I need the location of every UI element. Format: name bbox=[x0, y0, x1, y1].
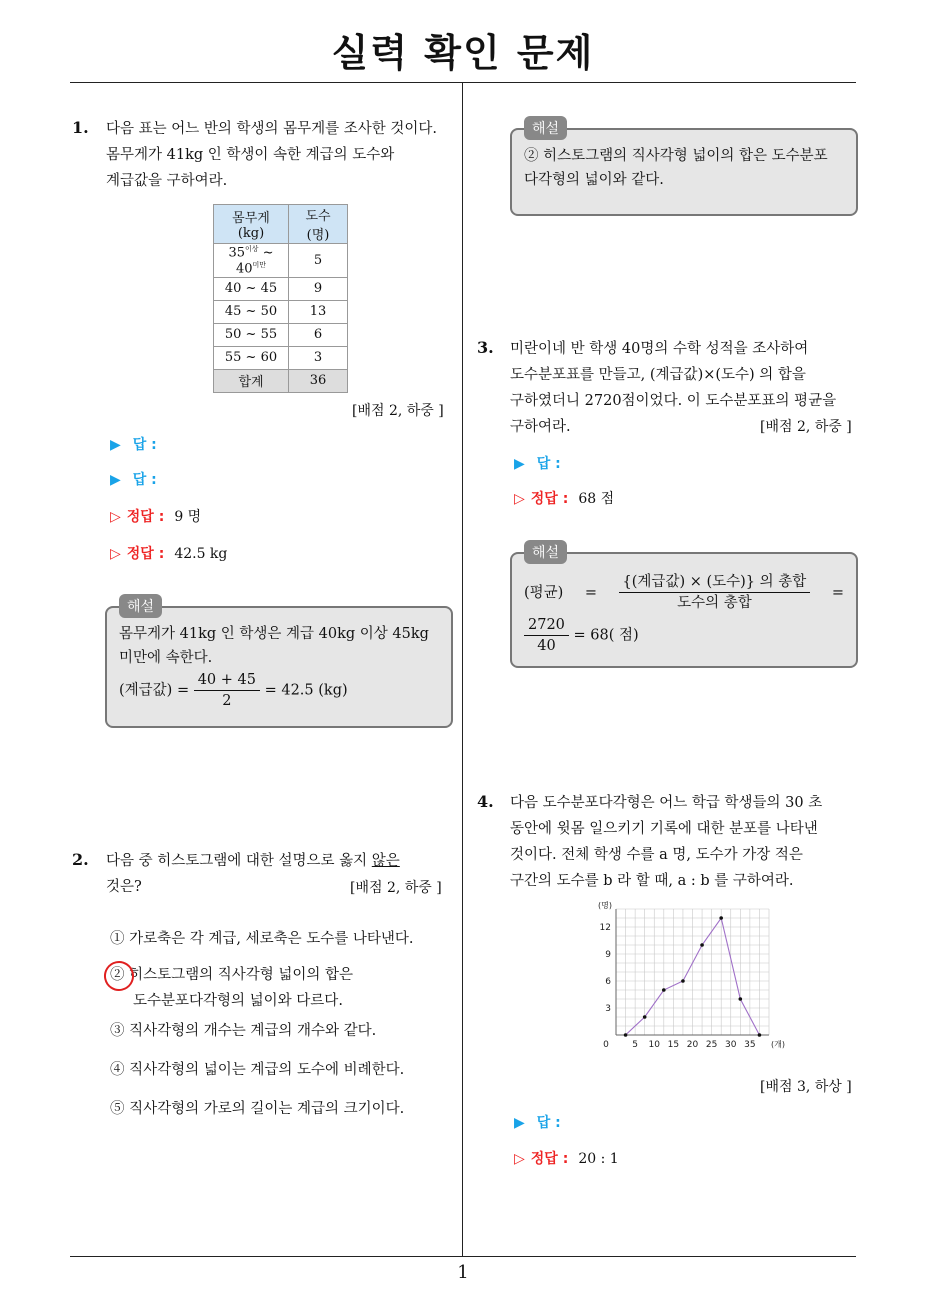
q4-meta: [배점 3, 하상 ] bbox=[760, 1079, 852, 1095]
x-tick-label: 25 bbox=[705, 1040, 718, 1050]
table-cell: 50 ~ 55 bbox=[214, 323, 289, 346]
table-cell: 5 bbox=[289, 244, 348, 278]
bottom-divider bbox=[70, 1256, 856, 1257]
table-cell: 45 ~ 50 bbox=[214, 300, 289, 323]
q1-number: 1. bbox=[72, 118, 89, 137]
explanation-line: 다각형의 넓이와 같다. bbox=[524, 172, 664, 188]
range-start-sup: 이상 bbox=[244, 245, 259, 253]
triangle-outline-icon: ▷ bbox=[110, 546, 121, 562]
q2-text: 다음 중 히스토그램에 대한 설명으로 옳지 않은 것은? bbox=[106, 853, 400, 895]
q2-option-2-cont: 도수분포다각형의 넓이와 다르다. bbox=[133, 993, 343, 1009]
q2-option-3: ③ 직사각형의 개수는 계급의 개수와 같다. bbox=[110, 1023, 377, 1039]
y-tick-label: 3 bbox=[605, 1004, 611, 1014]
top-divider bbox=[70, 82, 856, 83]
table-total-row bbox=[214, 369, 348, 392]
table-row bbox=[214, 346, 348, 369]
page-title: 실력 확인 문제 bbox=[331, 31, 595, 75]
q3-answer: ▶ 답 : bbox=[514, 456, 561, 472]
table-cell: 36 bbox=[289, 369, 348, 392]
underlined-word: 않은 bbox=[371, 853, 400, 869]
explanation-formula-2: $\frac{2720}{40}$ = 68( 점) bbox=[524, 615, 844, 656]
page-number: 1 bbox=[457, 1262, 469, 1283]
q2-option-4: ④ 직사각형의 넓이는 계급의 도수에 비례한다. bbox=[110, 1062, 405, 1078]
table-row bbox=[214, 300, 348, 323]
x-tick-label: 15 bbox=[667, 1040, 680, 1050]
frequency-polygon-chart bbox=[586, 898, 786, 1053]
q3-explanation-box bbox=[510, 552, 858, 668]
explanation-formula: (계급값) = $\frac{40 + 45}{2}$ = 42.5 (kg) bbox=[119, 672, 348, 709]
y-tick-label: 12 bbox=[599, 923, 611, 933]
q1-line: 계급값을 구하여라. bbox=[106, 173, 228, 189]
q3-correct: ▷ 정답 : 68 점 bbox=[514, 491, 615, 507]
data-point bbox=[700, 943, 704, 947]
table-cell: 13 bbox=[289, 300, 348, 323]
table-row bbox=[214, 277, 348, 300]
x-tick-label: 0 bbox=[603, 1040, 609, 1050]
table-cell: 55 ~ 60 bbox=[214, 346, 289, 369]
y-tick-label: 9 bbox=[605, 950, 611, 960]
table-cell: 3 bbox=[289, 346, 348, 369]
q1-explanation-tag: 해설 bbox=[119, 594, 162, 618]
q4-answer: ▶ 답 : bbox=[514, 1115, 561, 1131]
data-point bbox=[739, 997, 743, 1001]
q4-number: 4. bbox=[477, 792, 494, 811]
x-tick-label: 30 bbox=[725, 1040, 737, 1050]
y-tick-label: 6 bbox=[605, 977, 611, 987]
data-point bbox=[643, 1015, 647, 1019]
q1-line: 몸무게가 41kg 인 학생이 속한 계급의 도수와 bbox=[106, 147, 395, 163]
q1-meta: [배점 2, 하중 ] bbox=[352, 403, 444, 419]
q3-text: 미란이네 반 학생 40명의 수학 성적을 조사하여 도수분포표를 만들고, (계급값)×(도수) 의 합을 구하였더니 2720점이었다. 이 도수분포표의 평균을 구하여라. bbox=[510, 341, 837, 435]
explanation-line: 미만에 속한다. bbox=[119, 650, 213, 666]
data-point bbox=[719, 916, 723, 920]
q2-option-2: ② 히스토그램의 직사각형 넓이의 합은 bbox=[110, 967, 354, 983]
table-row bbox=[214, 244, 348, 278]
triangle-outline-icon: ▷ bbox=[514, 1151, 525, 1167]
q4-correct: ▷ 정답 : 20 : 1 bbox=[514, 1151, 619, 1167]
q1-correct-2: ▷ 정답 : 42.5 kg bbox=[110, 546, 228, 562]
fraction: $\frac{40 + 45}{2}$ bbox=[194, 670, 260, 711]
data-point bbox=[681, 979, 685, 983]
q1-answer-1: ▶ 답 : bbox=[110, 437, 157, 453]
q2-number: 2. bbox=[72, 850, 89, 869]
table-row bbox=[214, 323, 348, 346]
explanation-line: 몸무게가 41kg 인 학생은 계급 40kg 이상 45kg bbox=[119, 626, 429, 642]
fraction: $\frac{2720}{40}$ bbox=[524, 615, 569, 656]
q1-answer-2: ▶ 답 : bbox=[110, 472, 157, 488]
x-tick-label: 5 bbox=[632, 1040, 638, 1050]
table-cell: 6 bbox=[289, 323, 348, 346]
play-icon: ▶ bbox=[514, 1115, 525, 1131]
q1-frequency-table bbox=[213, 204, 348, 393]
q1-correct-1: ▷ 정답 : 9 명 bbox=[110, 509, 202, 525]
triangle-outline-icon: ▷ bbox=[514, 491, 525, 507]
q1-text bbox=[106, 116, 458, 194]
q2-option-1: ① 가로축은 각 계급, 세로축은 도수를 나타낸다. bbox=[110, 931, 414, 947]
q2-explanation-box bbox=[510, 128, 858, 216]
data-point bbox=[758, 1033, 762, 1037]
x-tick-label: 35 bbox=[744, 1040, 756, 1050]
x-axis-label: (개) bbox=[771, 1040, 785, 1049]
q3-meta: [배점 2, 하중 ] bbox=[760, 419, 852, 435]
q2-option-5: ⑤ 직사각형의 가로의 길이는 계급의 크기이다. bbox=[110, 1101, 405, 1117]
q2-explanation-tag: 해설 bbox=[524, 116, 567, 140]
range-sep: ~ bbox=[262, 245, 274, 261]
explanation-line: ② 히스토그램의 직사각형 넓이의 합은 도수분포 bbox=[524, 148, 828, 164]
column-divider bbox=[462, 82, 463, 1256]
data-point bbox=[662, 988, 666, 992]
q3-explanation-tag: 해설 bbox=[524, 540, 567, 564]
range-start: 35 bbox=[228, 245, 245, 261]
q1-line: 다음 표는 어느 반의 학생의 몸무게를 조사한 것이다. bbox=[106, 121, 438, 137]
data-point bbox=[624, 1033, 628, 1037]
play-icon: ▶ bbox=[514, 456, 525, 472]
y-axis-label: (명) bbox=[598, 901, 612, 910]
table-cell: 40 ~ 45 bbox=[214, 277, 289, 300]
triangle-outline-icon: ▷ bbox=[110, 509, 121, 525]
q3-number: 3. bbox=[477, 338, 494, 357]
play-icon: ▶ bbox=[110, 437, 121, 453]
fraction: $\frac{\text{\{(계급값) × (도수)\} 의 총합}}{\text{도수의 총합}}$ bbox=[619, 572, 811, 613]
table-header: 도수(명) bbox=[289, 205, 348, 244]
range-end-sup: 미만 bbox=[252, 261, 267, 270]
table-cell: 합계 bbox=[214, 369, 289, 392]
q4-text: 다음 도수분포다각형은 어느 학급 학생들의 30 초 동안에 윗몸 일으키기 기록에 대한 분포를 나타낸 것이다. 전체 학생 수를 a 명, 도수가 가장 적은 구간의 도수를 b 라 할 때, a : b 를 구하여라. bbox=[510, 795, 823, 889]
table-header: 몸무게(kg) bbox=[214, 205, 289, 244]
range-end: 40 bbox=[235, 261, 253, 277]
table-cell: 9 bbox=[289, 277, 348, 300]
q2-meta: [배점 2, 하중 ] bbox=[350, 880, 442, 896]
q1-explanation-box bbox=[105, 606, 453, 728]
explanation-formula: (평균) = $\frac{\text{\{(계급값) × (도수)\} 의 총합}}{\text{도수의 총합}}$ = bbox=[524, 574, 844, 611]
x-tick-label: 10 bbox=[648, 1040, 660, 1050]
x-tick-label: 20 bbox=[686, 1040, 699, 1050]
play-icon: ▶ bbox=[110, 472, 121, 488]
